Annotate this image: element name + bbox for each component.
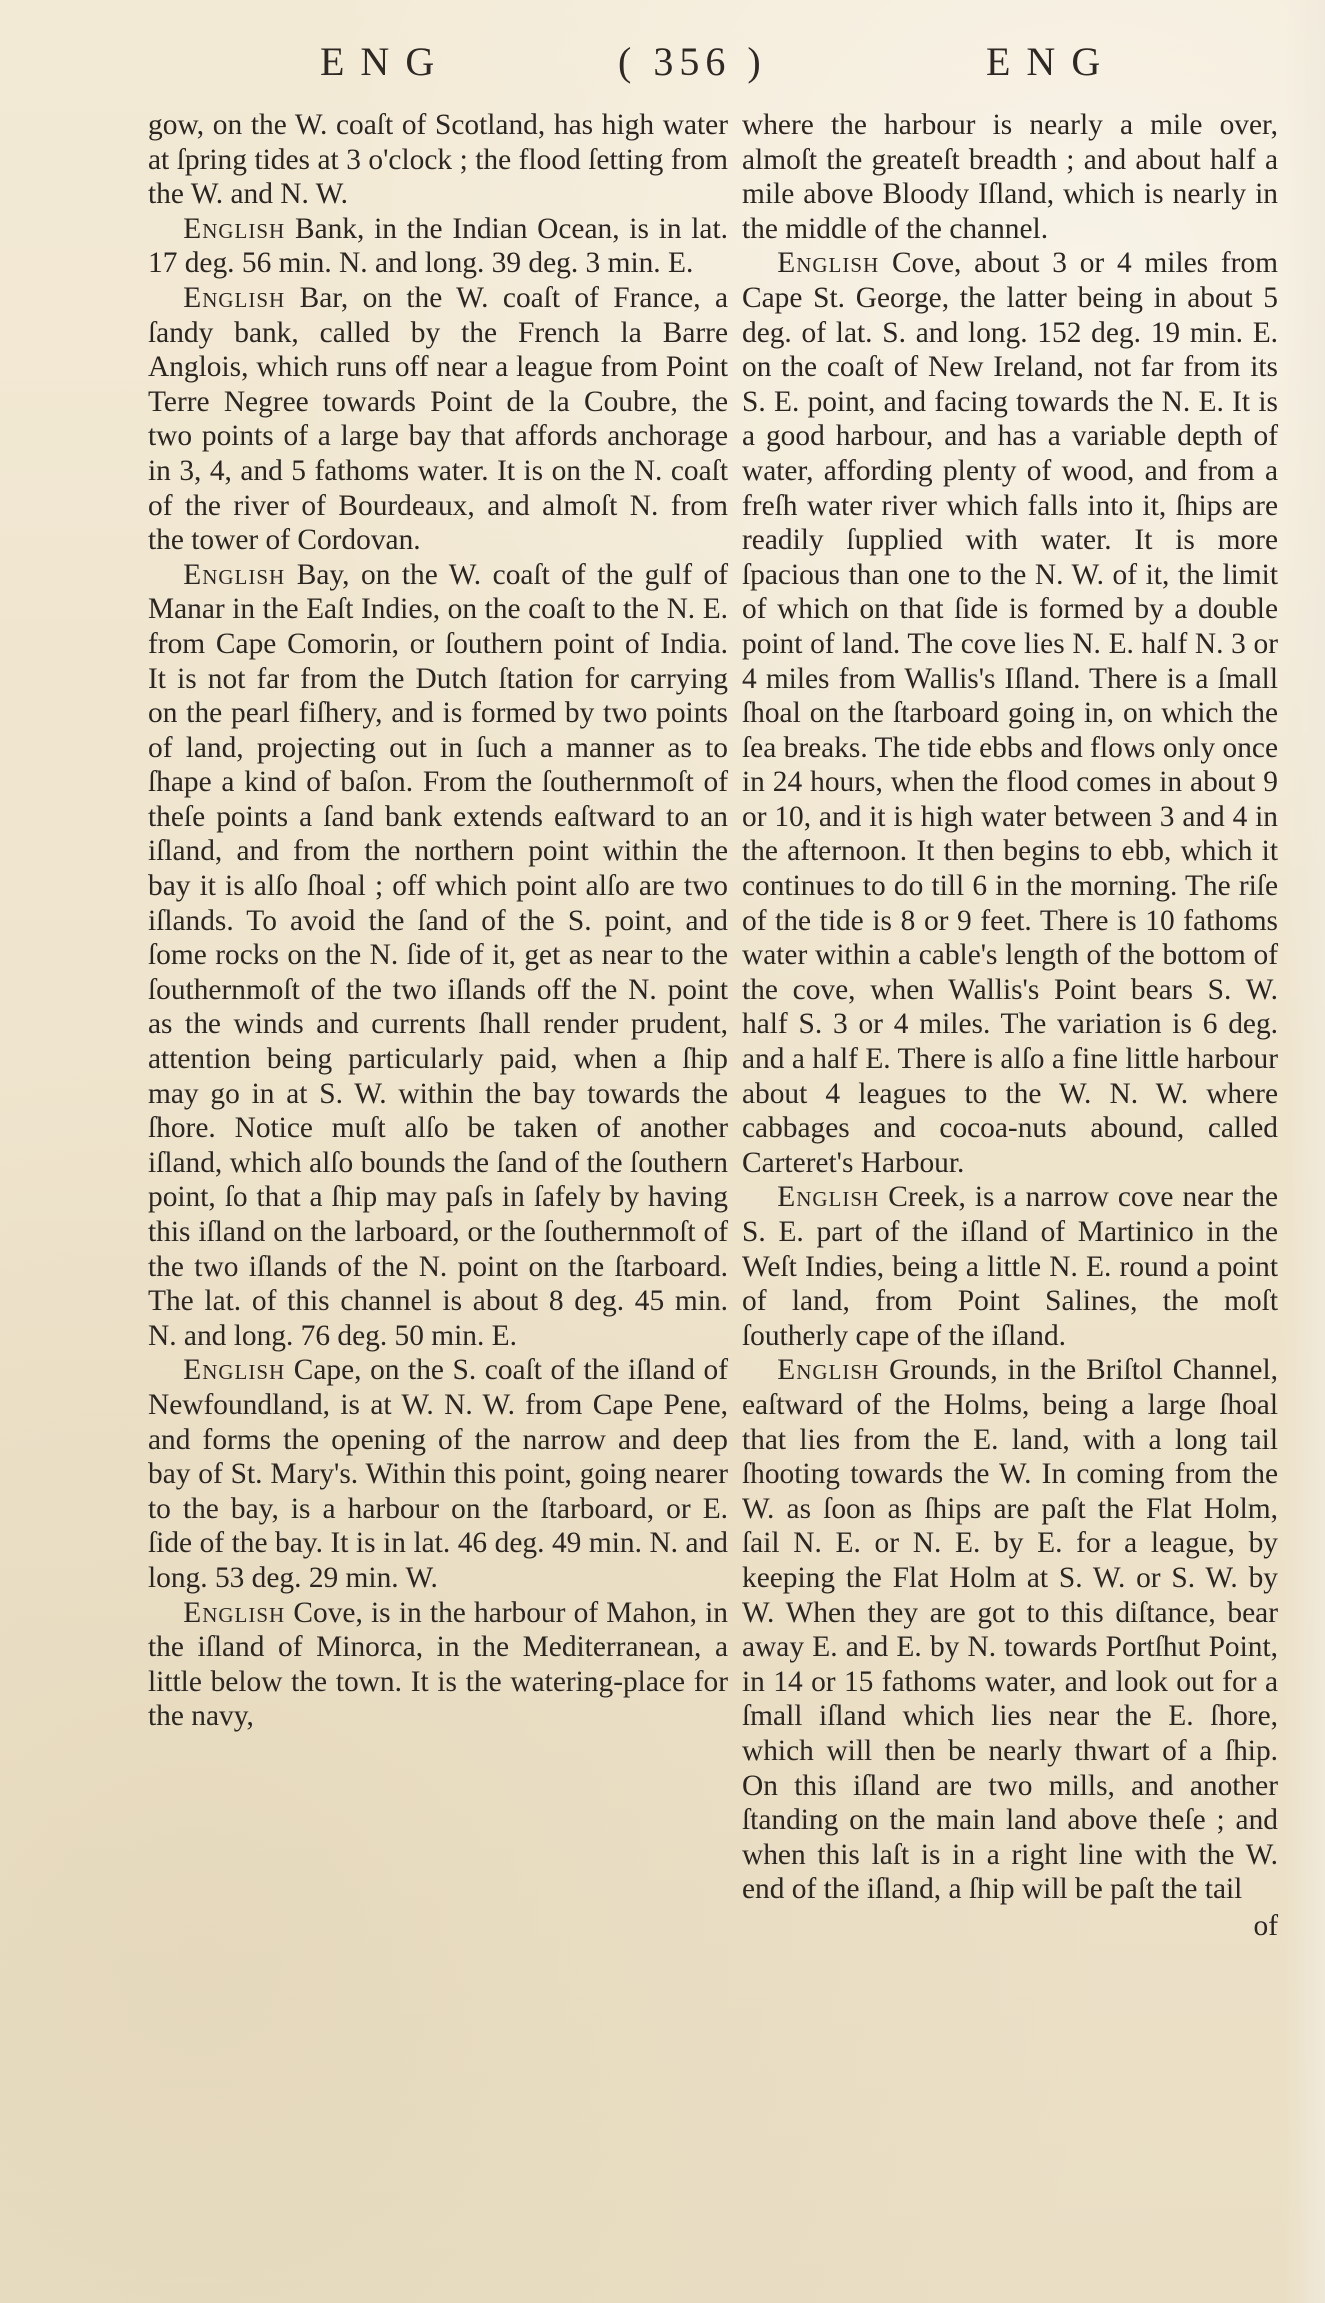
- entry-paragraph: [742, 1353, 1278, 1907]
- entry-text: where the harbour is nearly a mile over, almoſt the greateſt breadth ; and about half a mile above Bloody Iſland, which is nearly in the middle of the channel.: [742, 109, 1278, 245]
- entry-text: Grounds, in the Briſtol Channel, eaſtward of the Holms, being a large ſhoal that lies from the E. land, with a long tail ſhooting towards the W. In coming from the W. as ſoon as ſhips are paſt the Flat Holm, ſail N. E. or N. E. by E. for a league, by keeping the Flat Holm at S. W. or S. W. by W. When they are got to this diſtance, bear away E. and E. by N. towards Portſhut Point, in 14 or 15 fathoms water, and look out for a ſmall iſland which lies near the E. ſhore, which will then be nearly thwart of a ſhip. On this iſland are two mills, and another ſtanding on the main land above theſe ; and when this laſt is in a right line with the W. end of the iſland, a ſhip will be paſt the tail: [742, 1354, 1278, 1906]
- entry-text: gow, on the W. coaſt of Scotland, has high water at ſpring tides at 3 o'clock ; the flood ſetting from the W. and N. W.: [148, 109, 728, 211]
- entry-text: Creek, is a narrow cove near the S. E. part of the iſland of Martinico in the Weſt Indies, being a little N. E. round a point of land, from Point Salines, the moſt ſoutherly cape of the iſland.: [742, 1181, 1278, 1352]
- entry-text: Bank, in the Indian Ocean, is in lat. 17 deg. 56 min. N. and long. 39 deg. 3 min. E.: [148, 212, 728, 280]
- entry-paragraph: [742, 246, 1278, 1180]
- catchword: of: [1253, 1909, 1278, 1942]
- entry-headword: English: [183, 281, 286, 314]
- entry-headword: English: [183, 212, 286, 245]
- entry-text: Bay, on the W. coaſt of the gulf of Manar in the Eaſt Indies, on the coaſt to the N. E. from Cape Comorin, or ſouthern point of India. It is not far from the Dutch ſtation for carrying on the pearl fiſhery, and is formed by two points of land, projecting out in ſuch a manner as to ſhape a kind of baſon. From the ſouthernmoſt of theſe points a ſand bank extends eaſtward to an iſland, and from the northern point within the bay it is alſo ſhoal ; off which point alſo are two iſlands. To avoid the ſand of the S. point, and ſome rocks on the N. ſide of it, get as near to the ſouthernmoſt of the two iſlands off the N. point as the winds and currents ſhall render prudent, attention being particularly paid, when a ſhip may go in at S. W. within the bay towards the ſhore. Notice muſt alſo be taken of another iſland, which alſo bounds the ſand of the ſouthern point, ſo that a ſhip may paſs in ſafely by having this iſland on the larboard, or the ſouthernmoſt of the two iſlands of the N. point on the ſtarboard. The lat. of this channel is about 8 deg. 45 min. N. and long. 76 deg. 50 min. E.: [148, 558, 728, 1352]
- running-head-left: ENG: [320, 39, 451, 84]
- right-column: [742, 108, 1278, 1943]
- entry-headword: English: [777, 1354, 880, 1387]
- running-head-right: ENG: [986, 39, 1117, 84]
- entry-paragraph: [148, 1596, 728, 1734]
- entry-text: Cape, on the S. coaſt of the iſland of Newfoundland, is at W. N. W. from Cape Pene, and forms the opening of the narrow and deep bay of St. Mary's. Within this point, going nearer to the bay, is a harbour on the ſtarboard, or E. ſide of the bay. It is in lat. 46 deg. 49 min. N. and long. 53 deg. 29 min. W.: [148, 1354, 728, 1594]
- page-number: ( 356 ): [618, 39, 767, 84]
- entry-paragraph: [148, 108, 728, 212]
- entry-paragraph: [148, 558, 728, 1354]
- entry-paragraph: [148, 212, 728, 281]
- entry-text: Bar, on the W. coaſt of France, a ſandy bank, called by the French la Barre Anglois, which runs off near a league from Point Terre Negree towards Point de la Coubre, the two points of a large bay that affords anchorage in 3, 4, and 5 fathoms water. It is on the N. coaſt of the river of Bourdeaux, and almoſt N. from the tower of Cordovan.: [148, 281, 728, 557]
- entry-headword: English: [183, 1354, 286, 1387]
- entry-headword: English: [777, 1181, 880, 1214]
- entry-headword: English: [183, 1596, 286, 1629]
- entry-text: Cove, is in the harbour of Mahon, in the iſland of Minorca, in the Mediterranean, a little below the town. It is the watering-place for the navy,: [148, 1596, 728, 1733]
- page-header: [0, 34, 1325, 90]
- entry-text: Cove, about 3 or 4 miles from Cape St. George, the latter being in about 5 deg. of lat. S. and long. 152 deg. 19 min. E. on the coaſt of New Ireland, not far from its S. E. point, and facing towards the N. E. It is a good harbour, and has a variable depth of water, affording plenty of wood, and from a freſh water river which falls into it, ſhips are readily ſupplied with water. It is more ſpacious than one to the N. W. of it, the limit of which on that ſide is formed by a double point of land. The cove lies N. E. half N. 3 or 4 miles from Wallis's Iſland. There is a ſmall ſhoal on the ſtarboard going in, on which the ſea breaks. The tide ebbs and flows only once in 24 hours, when the flood comes in about 9 or 10, and it is high water between 3 and 4 in the afternoon. It then begins to ebb, which it continues to do till 6 in the morning. The riſe of the tide is 8 or 9 feet. There is 10 fathoms water within a cable's length of the bottom of the cove, when Wallis's Point bears S. W. half S. 3 or 4 miles. The variation is 6 deg. and a half E. There is alſo a fine little harbour about 4 leagues to the W. N. W. where cabbages and cocoa-nuts abound, called Carteret's Harbour.: [742, 247, 1278, 1179]
- entry-paragraph: [742, 1180, 1278, 1353]
- entry-headword: English: [183, 558, 286, 591]
- entry-paragraph: [148, 281, 728, 558]
- entry-paragraph: [148, 1353, 728, 1595]
- entry-paragraph: [742, 108, 1278, 246]
- entry-headword: English: [777, 247, 880, 280]
- left-column: [148, 108, 728, 1734]
